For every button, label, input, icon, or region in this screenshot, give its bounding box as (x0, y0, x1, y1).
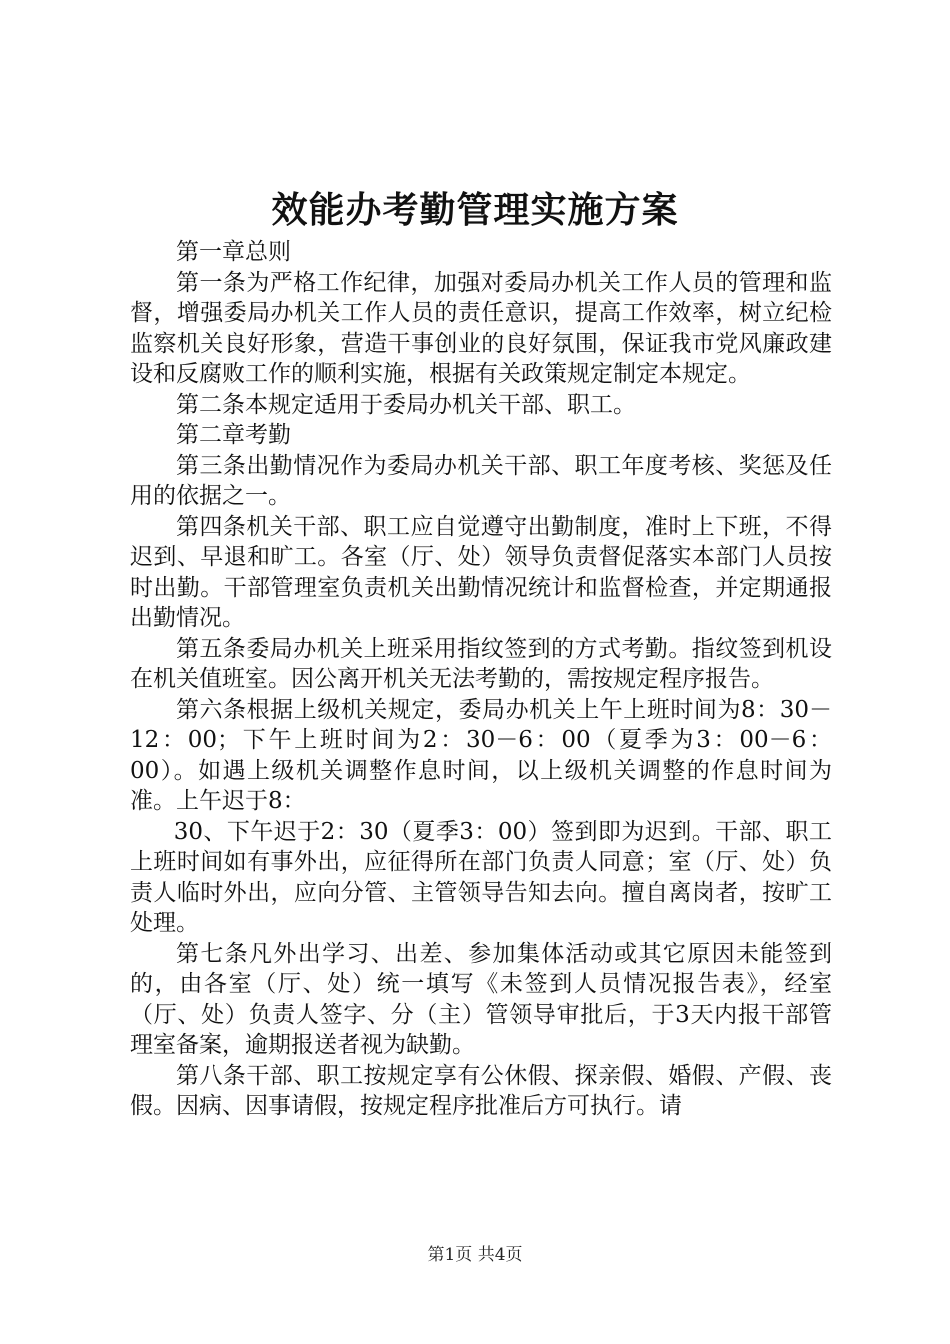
article-paragraph: 第八条干部、职工按规定享有公休假、探亲假、婚假、产假、丧假。因病、因事请假，按规定程序批准后方可执行。请 (130, 1062, 832, 1119)
article-paragraph: 第三条出勤情况作为委局办机关干部、职工年度考核、奖惩及任用的依据之一。 (130, 452, 832, 509)
chapter-heading: 第一章总则 (176, 239, 291, 265)
article-paragraph: 第五条委局办机关上班采用指纹签到的方式考勤。指纹签到机设在机关值班室。因公离开机关无法考勤的，需按规定程序报告。 (130, 635, 832, 692)
article-paragraph: 第一条为严格工作纪律，加强对委局办机关工作人员的管理和监督，增强委局办机关工作人员的责任意识，提高工作效率，树立纪检监察机关良好形象，营造干事创业的良好氛围，保证我市党风廉政建设和反腐败工作的顺利实施，根据有关政策规定制定本规定。 (130, 269, 832, 387)
article-paragraph: 第二条本规定适用于委局办机关干部、职工。 (176, 391, 636, 418)
article-paragraph: 第七条凡外出学习、出差、参加集体活动或其它原因未能签到的，由各室（厅、处）统一填写《未签到人员情况报告表》，经室（厅、处）负责人签字、分（主）管领导审批后，于3天内报干部管理室备案，逾期报送者视为缺勤。 (130, 940, 832, 1058)
document-title: 效能办考勤管理实施方案 (271, 189, 679, 231)
article-paragraph: 第四条机关干部、职工应自觉遵守出勤制度，准时上下班，不得迟到、早退和旷工。各室（厅、处）领导负责督促落实本部门人员按时出勤。干部管理室负责机关出勤情况统计和监督检查，并定期通报出勤情况。 (130, 513, 832, 631)
article-paragraph: 第六条根据上级机关规定，委局办机关上午上班时间为8：30－12：00；下午上班时间为2：30－6：00（夏季为3：00－6：00）。如遇上级机关调整作息时间，以上级机关调整的作息时间为准。上午迟于8： (130, 696, 832, 814)
chapter-heading: 第二章考勤 (176, 422, 291, 448)
document-body (130, 237, 832, 1122)
article-paragraph: 30、下午迟于2：30（夏季3：00）签到即为迟到。干部、职工上班时间如有事外出，应征得所在部门负责人同意；室（厅、处）负责人临时外出，应向分管、主管领导告知去向。擅自离岗者，按旷工处理。 (130, 818, 832, 936)
page-number-footer: 第1页 共4页 (427, 1245, 523, 1265)
